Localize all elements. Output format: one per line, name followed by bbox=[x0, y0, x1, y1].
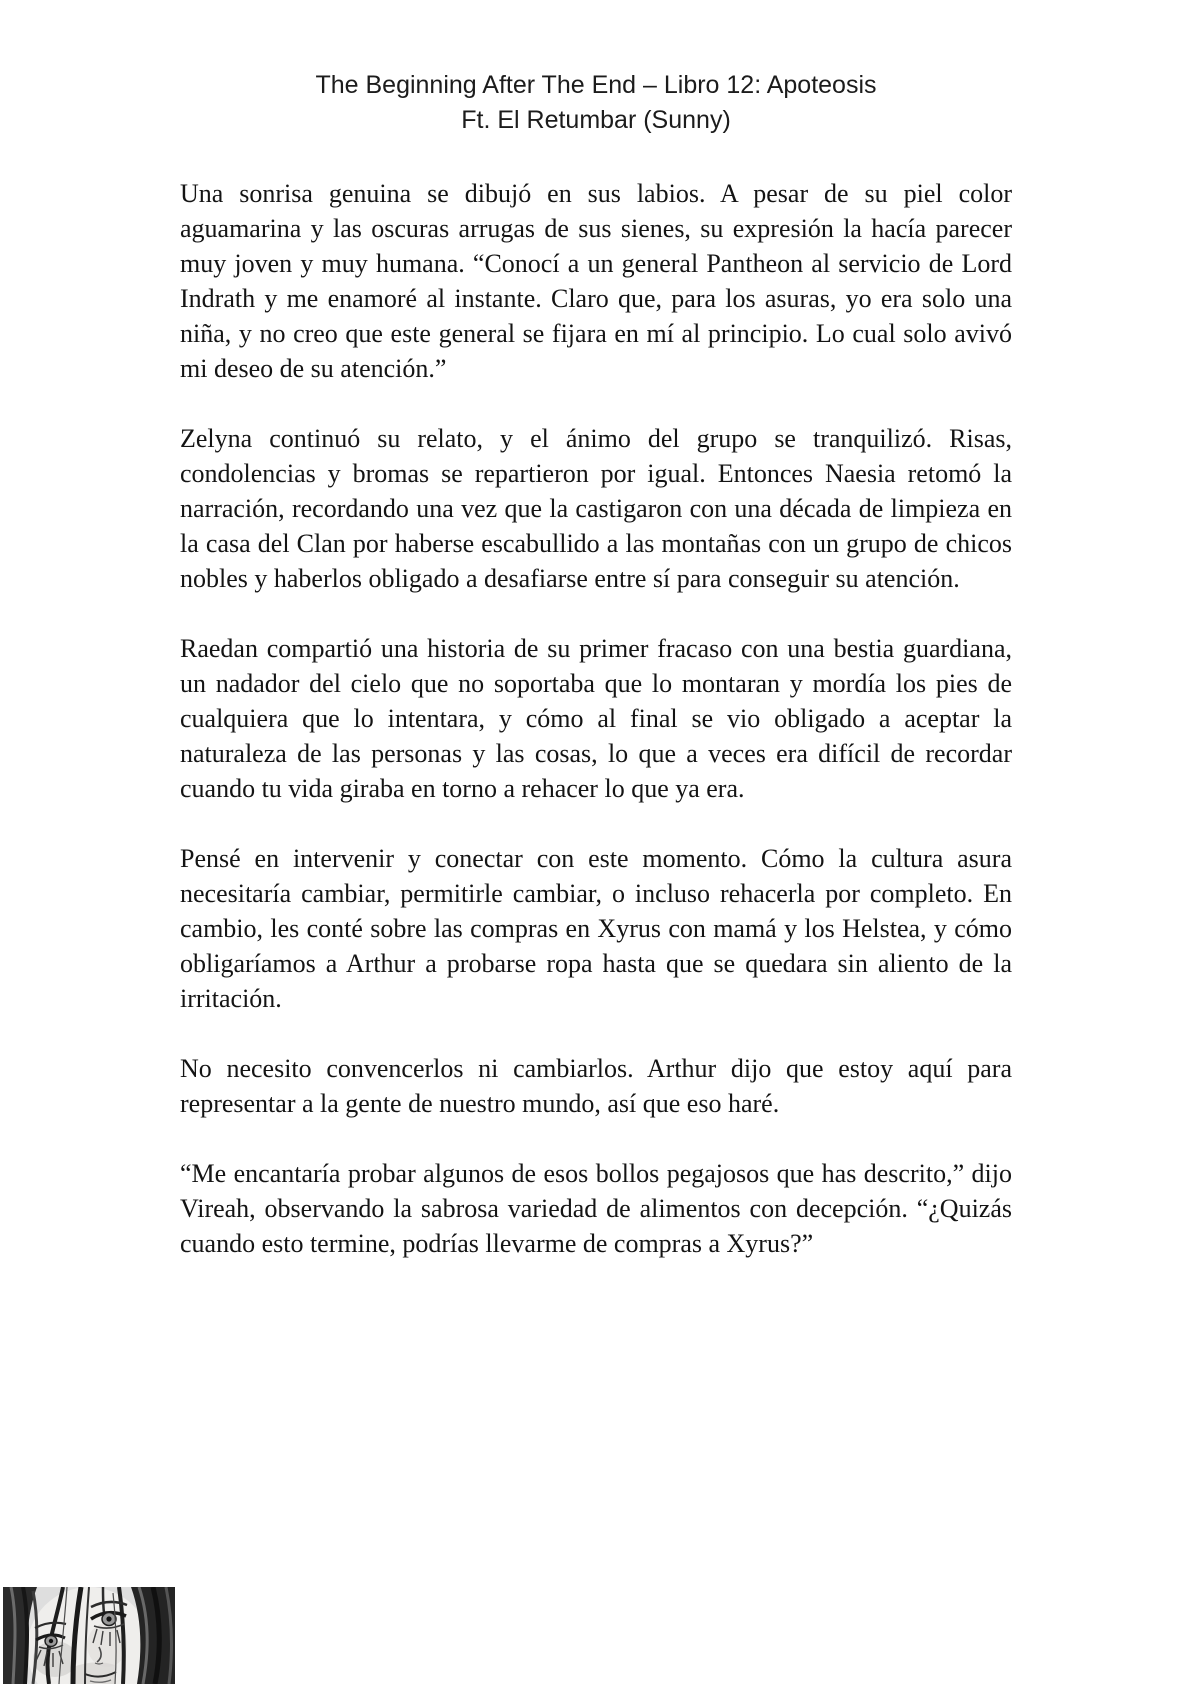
title-line-1: The Beginning After The End – Libro 12: Apoteosis bbox=[315, 71, 877, 99]
document-title bbox=[0, 0, 1192, 138]
title-line-2: Ft. El Retumbar (Sunny) bbox=[461, 106, 731, 134]
paragraph-1: Una sonrisa genuina se dibujó en sus labios. A pesar de su piel color aguamarina y las oscuras arrugas de sus sienes, su expresión la hacía parecer muy joven y muy humana. “Conocí a un general Pantheon al servicio de Lord Indrath y me enamoré al instante. Claro que, para los asuras, yo era solo una niña, y no creo que este general se fijara en mí al principio. Lo cual solo avivó mi deseo de su atención.” bbox=[180, 179, 1012, 383]
footer-illustration bbox=[3, 1587, 175, 1684]
paragraph-4: Pensé en intervenir y conectar con este momento. Cómo la cultura asura necesitaría cambiar, permitirle cambiar, o incluso rehacerla por completo. En cambio, les conté sobre las compras en Xyrus con mamá y los Helstea, y cómo obligaríamos a Arthur a probarse ropa hasta que se quedara sin aliento de la irritación. bbox=[180, 844, 1012, 1013]
body-text bbox=[180, 176, 1012, 1296]
manga-face-illustration bbox=[3, 1587, 175, 1684]
paragraph-3: Raedan compartió una historia de su primer fracaso con una bestia guardiana, un nadador del cielo que no soportaba que lo montaran y mordía los pies de cualquiera que lo intentara, y cómo al final se vio obligado a aceptar la naturaleza de las personas y las cosas, lo que a veces era difícil de recordar cuando tu vida giraba en torno a rehacer lo que ya era. bbox=[180, 634, 1012, 803]
paragraph-5: No necesito convencerlos ni cambiarlos. Arthur dijo que estoy aquí para representar a la gente de nuestro mundo, así que eso haré. bbox=[180, 1054, 1012, 1118]
paragraph-2: Zelyna continuó su relato, y el ánimo del grupo se tranquilizó. Risas, condolencias y bromas se repartieron por igual. Entonces Naesia retomó la narración, recordando una vez que la castigaron con una década de limpieza en la casa del Clan por haberse escabullido a las montañas con un grupo de chicos nobles y haberlos obligado a desafiarse entre sí para conseguir su atención. bbox=[180, 424, 1012, 593]
paragraph-6: “Me encantaría probar algunos de esos bollos pegajosos que has descrito,” dijo Vireah, observando la sabrosa variedad de alimentos con decepción. “¿Quizás cuando esto termine, podrías llevarme de compras a Xyrus?” bbox=[180, 1159, 1012, 1258]
